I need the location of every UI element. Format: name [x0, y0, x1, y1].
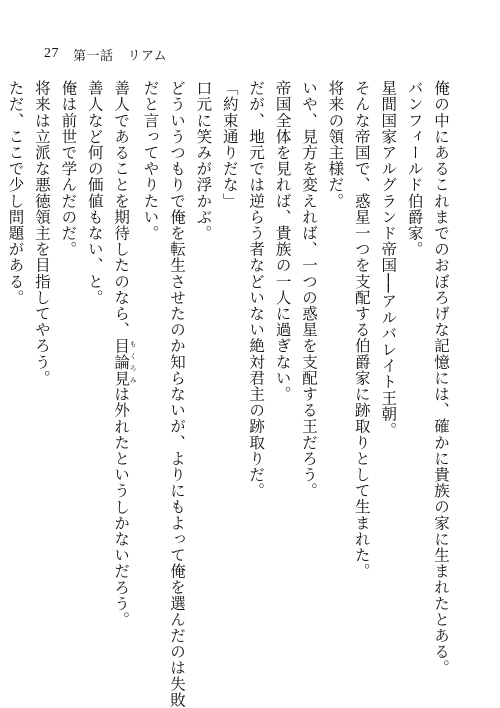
text-line: だが、地元では逆らう者などいない絶対君主の跡取りだ。 — [247, 80, 266, 499]
text-line: だと言ってやりたい。 — [141, 80, 160, 241]
text-line — [108, 80, 137, 680]
ruby-base: 目論見 — [112, 337, 131, 386]
text-line: 将来の領主様だ。 — [326, 80, 345, 209]
text-line: 将来は立派な悪徳領主を目指してやろう。 — [32, 80, 51, 386]
text-line: どういうつもりで俺を転生させたのか知らないが、よりにもよって俺を選んだのは失敗 — [167, 80, 186, 708]
text-line: 口元に笑みが浮かぶ。 — [194, 80, 213, 241]
text-segment: は外れたというしかないだろう。 — [112, 385, 131, 628]
text-line: 帝国全体を見れば、貴族の一人に過ぎない。 — [273, 80, 292, 402]
text-line: 善人など何の価値もない、と。 — [85, 80, 104, 306]
chapter-title: リアム — [127, 48, 168, 64]
text-line: ただ、ここで少し問題がある。 — [6, 80, 25, 306]
chapter-label: 第一話 — [73, 48, 114, 64]
text-line: 俺の中にあるこれまでのおぼろげな記憶には、確かに貴族の家に生まれたとある。 — [432, 80, 450, 676]
ruby-reading: もくろみ — [129, 337, 138, 386]
dialogue-line — [0, 80, 2, 680]
text-segment: 善人であることを期待したのなら、 — [112, 80, 131, 338]
text-line: そんな帝国で、惑星一つを支配する伯爵家に跡取りとして生まれた。 — [352, 80, 371, 580]
text-line: いや、見方を変えれば、一つの惑星を支配する王だろう。 — [299, 80, 318, 499]
text-line: 星間国家アルグランド帝国──アルバレイト王朝。 — [379, 80, 398, 438]
ruby-word — [112, 337, 138, 386]
running-header — [44, 44, 167, 64]
page-number: 27 — [44, 46, 59, 61]
text-line: 俺は前世で学んだのだ。 — [59, 80, 78, 258]
dialogue-line: 「約束通りだな」 — [220, 80, 239, 209]
novel-body-text — [0, 80, 454, 708]
text-line: バンフィールド伯爵家。 — [405, 80, 424, 258]
